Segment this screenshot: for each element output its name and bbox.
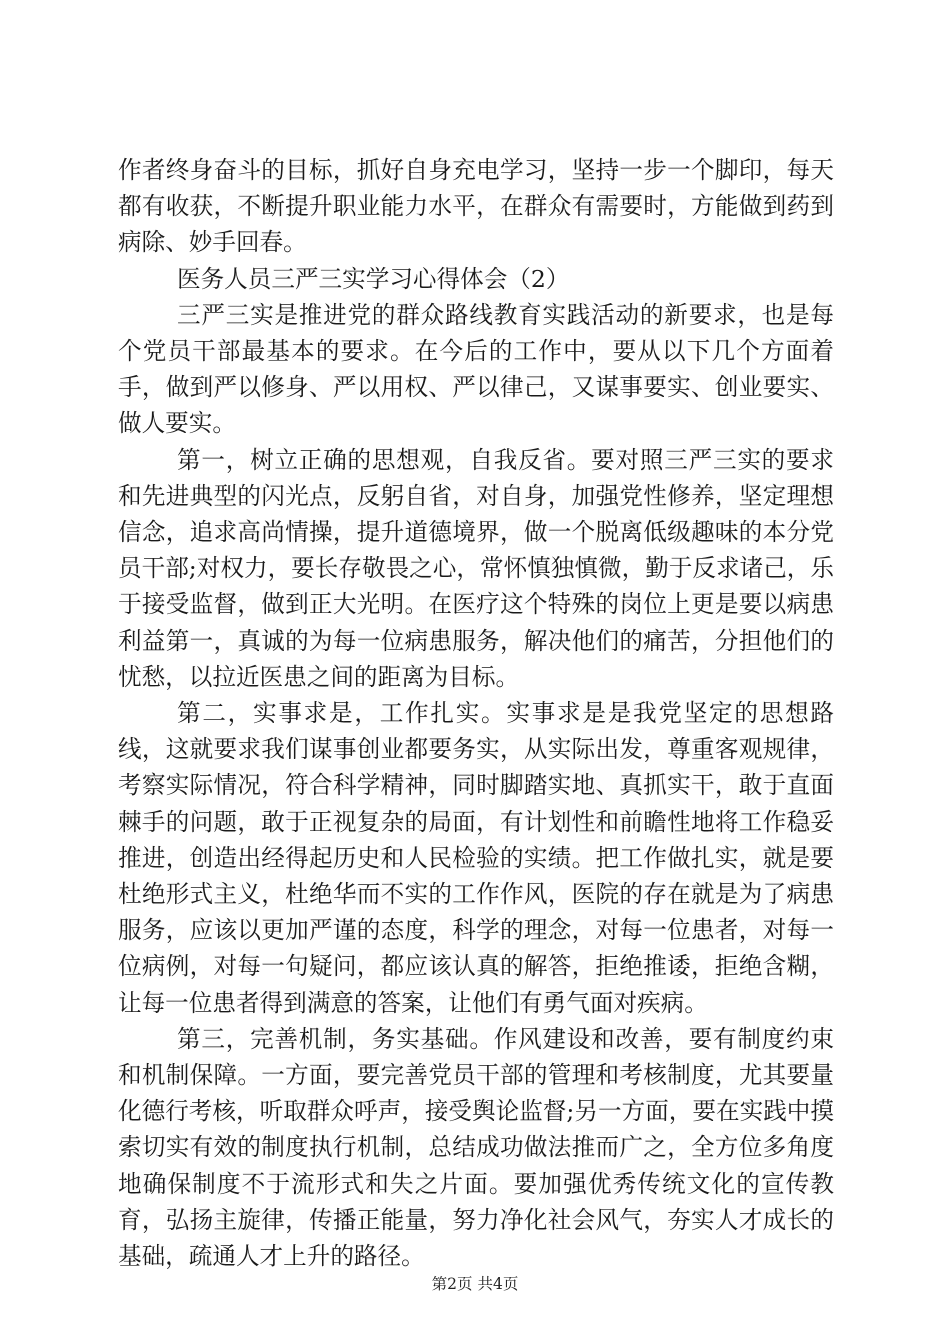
section-title: 医务人员三严三实学习心得体会（2） xyxy=(177,264,570,293)
paragraph-first-point: 第一，树立正确的思想观，自我反省。要对照三严三实的要求和先进典型的闪光点，反躬自省，对自身，加强党性修养，坚定理想信念，追求高尚情操，提升道德境界，做一个脱离低级趣味的本分党员干部;对权力，要长存敬畏之心，常怀慎独慎微，勤于反求诸己，乐于接受监督，做到正大光明。在医疗这个特殊的岗位上更是要以病患利益第一，真诚的为每一位病患服务，解决他们的痛苦，分担他们的忧愁，以拉近医患之间的距离为目标。 xyxy=(118,445,834,691)
page-number-footer: 第2页 共4页 xyxy=(431,1275,519,1293)
paragraph-intro: 三严三实是推进党的群众路线教育实践活动的新要求，也是每个党员干部最基本的要求。在今后的工作中，要从以下几个方面着手，做到严以修身、严以用权、严以律己，又谋事要实、创业要实、做人要实。 xyxy=(118,300,834,438)
paragraph-continuation: 作者终身奋斗的目标，抓好自身充电学习，坚持一步一个脚印，每天都有收获，不断提升职业能力水平，在群众有需要时，方能做到药到病除、妙手回春。 xyxy=(118,156,834,257)
document-body xyxy=(118,152,834,1274)
paragraph-second-point: 第二，实事求是，工作扎实。实事求是是我党坚定的思想路线，这就要求我们谋事创业都要务实，从实际出发，尊重客观规律，考察实际情况，符合科学精神，同时脚踏实地、真抓实干，敢于直面棘手的问题，敢于正视复杂的局面，有计划性和前瞻性地将工作稳妥推进，创造出经得起历史和人民检验的实绩。把工作做扎实，就是要杜绝形式主义，杜绝华而不实的工作作风，医院的存在就是为了病患服务，应该以更加严谨的态度，科学的理念，对每一位患者，对每一位病例，对每一句疑问，都应该认真的解答，拒绝推诿，拒绝含糊，让每一位患者得到满意的答案，让他们有勇气面对疾病。 xyxy=(118,699,834,1017)
paragraph-third-point: 第三，完善机制，务实基础。作风建设和改善，要有制度约束和机制保障。一方面，要完善党员干部的管理和考核制度，尤其要量化德行考核，听取群众呼声，接受舆论监督;另一方面，要在实践中摸索切实有效的制度执行机制，总结成功做法推而广之，全方位多角度地确保制度不于流形式和失之片面。要加强优秀传统文化的宣传教育，弘扬主旋律，传播正能量，努力净化社会风气，夯实人才成长的基础，疏通人才上升的路径。 xyxy=(118,1024,834,1271)
